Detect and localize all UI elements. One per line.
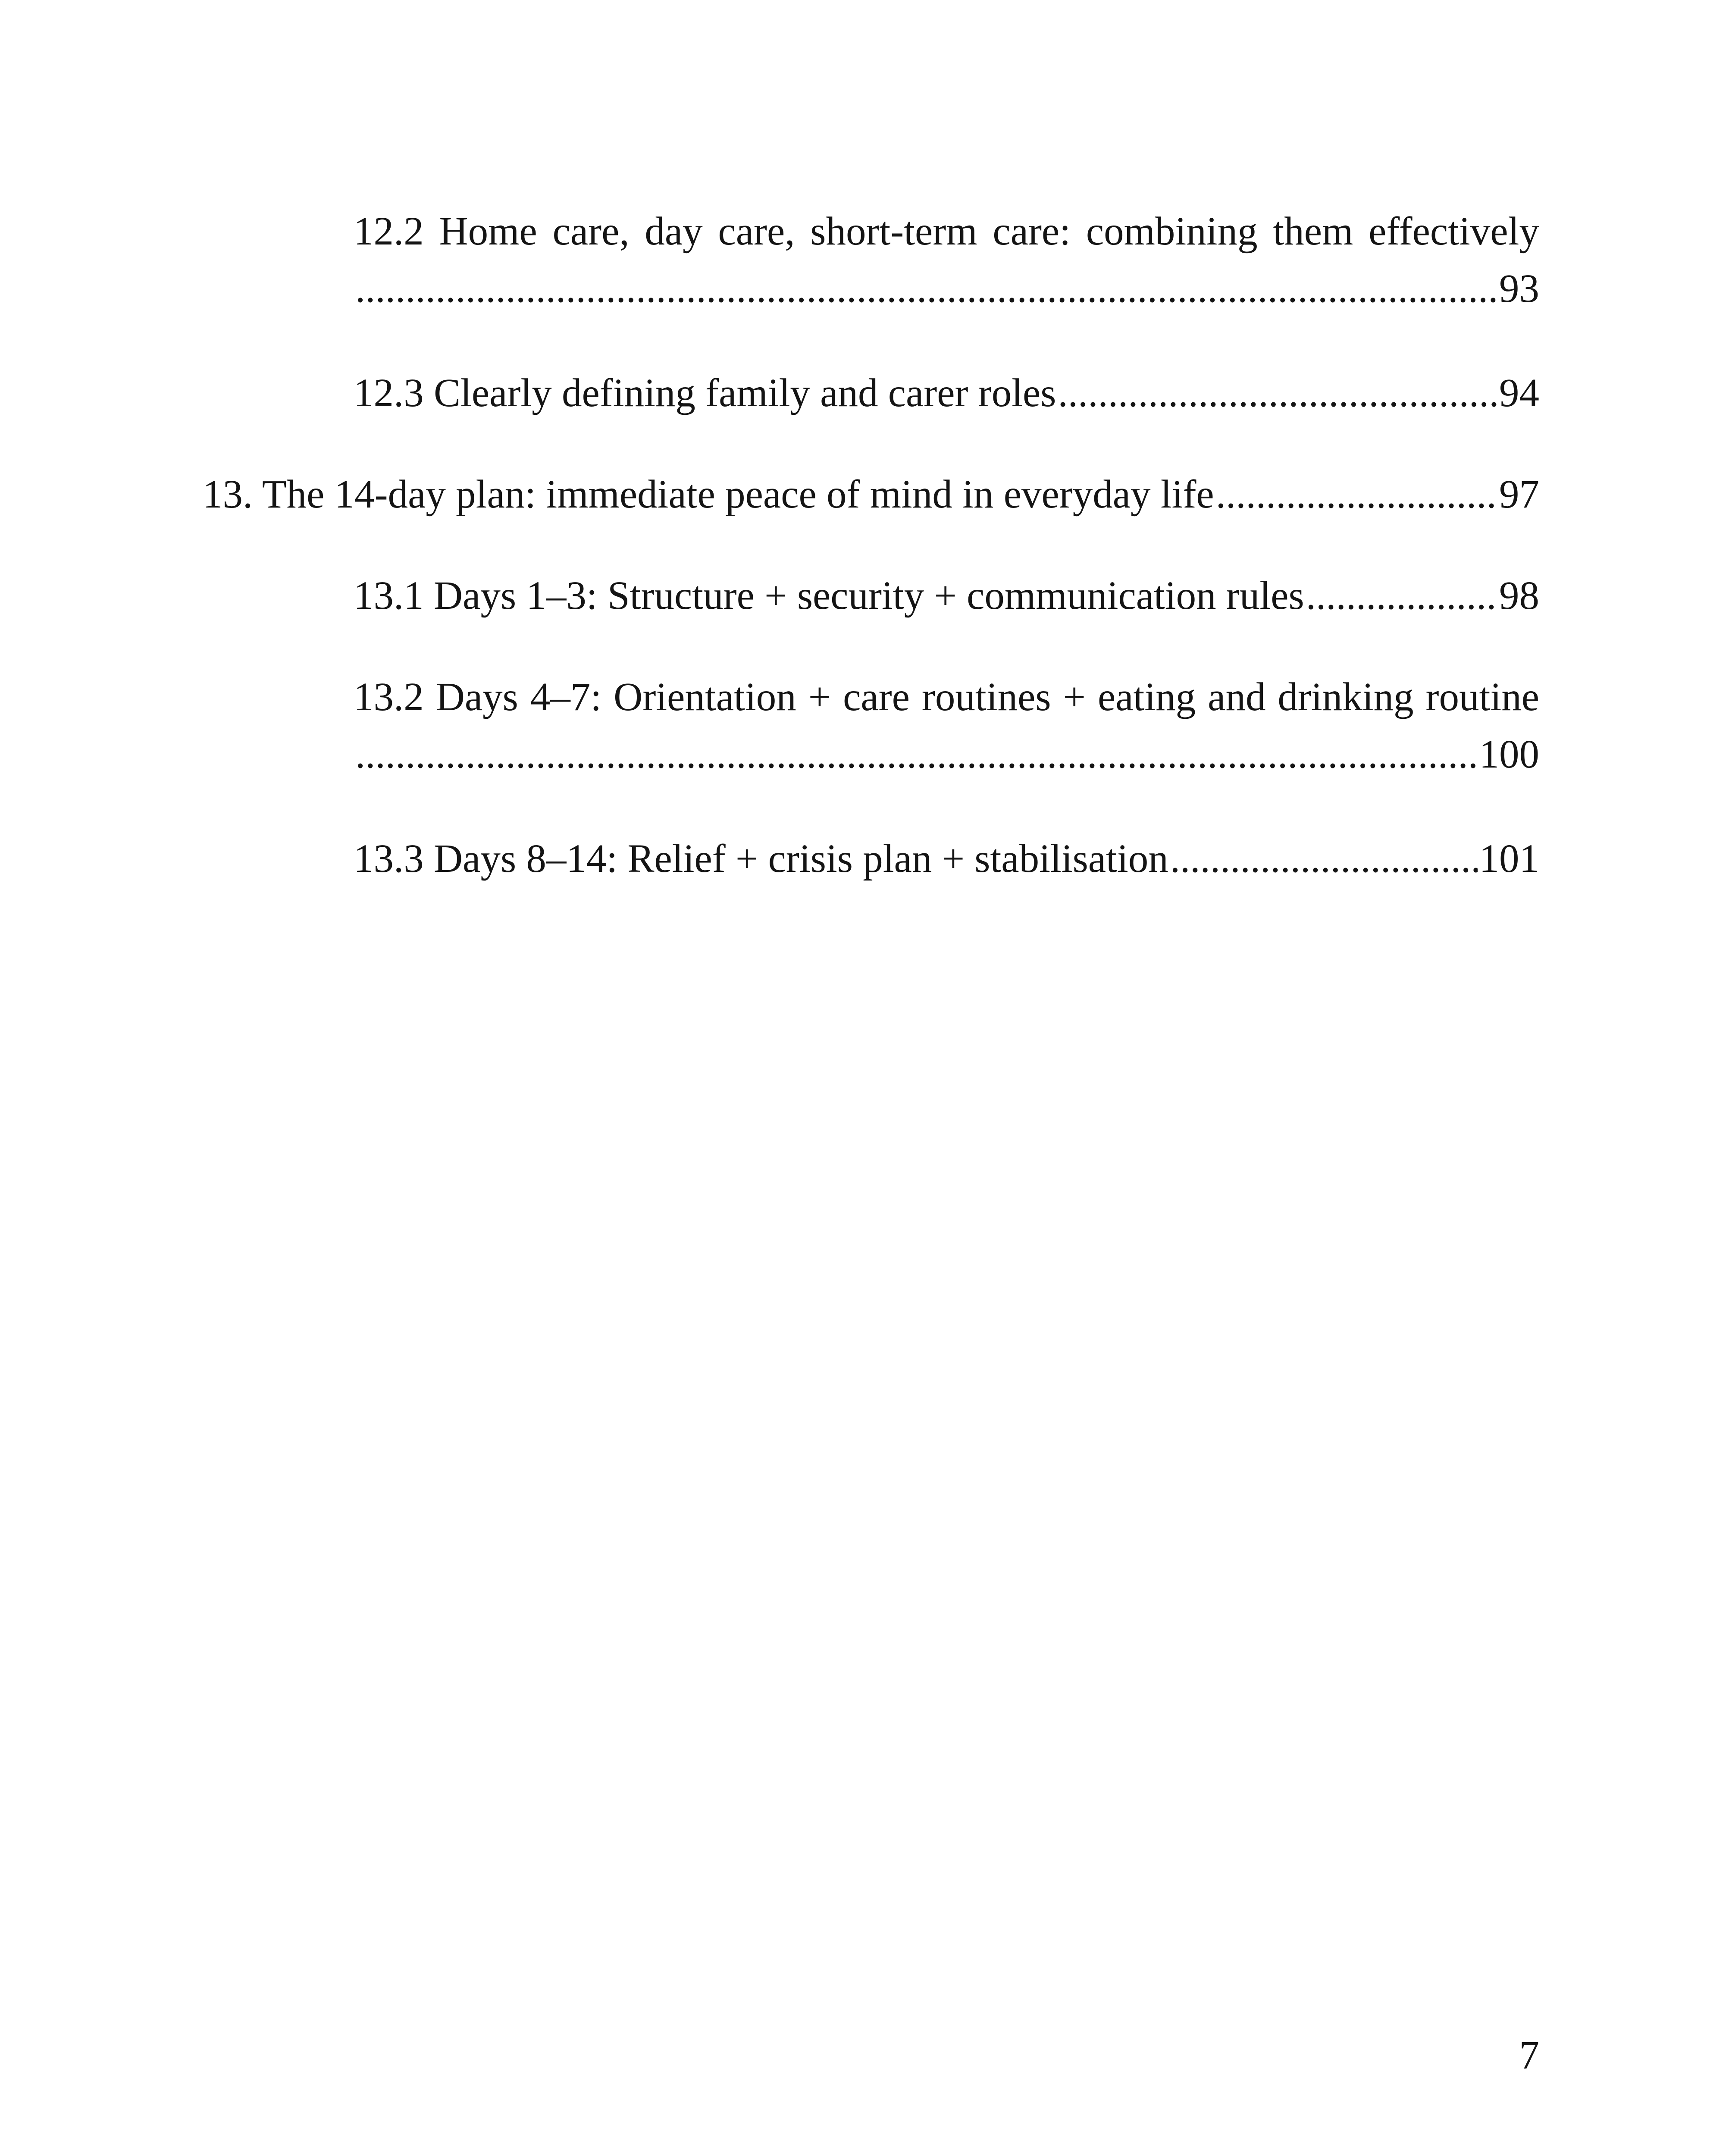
toc-entry-leader-row xyxy=(354,726,1539,783)
toc-page-number: 93 xyxy=(1499,266,1539,311)
toc-entry-13-2[interactable] xyxy=(354,668,1539,783)
dot-leader xyxy=(1306,567,1497,624)
toc-page-number: 97 xyxy=(1499,472,1539,517)
toc-entry-title: 13. The 14-day plan: immediate peace of mind in everyday life xyxy=(203,472,1214,517)
toc-entry-title: 12.3 Clearly defining family and carer roles xyxy=(354,371,1056,415)
toc-entry-title: 13.1 Days 1–3: Structure + security + communication rules xyxy=(354,573,1304,618)
toc-page-number: 101 xyxy=(1479,837,1539,881)
toc-page-number: 100 xyxy=(1479,732,1539,777)
toc-entry-title: 13.2 Days 4–7: Orientation + care routines + eating and drinking routine xyxy=(354,675,1539,719)
toc-entry-title: 12.2 Home care, day care, short-term care: combining them effectively xyxy=(354,209,1539,254)
dot-leader xyxy=(355,726,1478,783)
toc-entry-12-3[interactable] xyxy=(354,364,1539,422)
toc-entry-title: 13.3 Days 8–14: Relief + crisis plan + stabilisation xyxy=(354,837,1168,881)
toc-entry-13-3[interactable] xyxy=(354,830,1539,887)
dot-leader xyxy=(1216,466,1497,523)
dot-leader xyxy=(1170,830,1478,887)
toc-entry-leader-row xyxy=(354,260,1539,317)
dot-leader xyxy=(355,260,1497,317)
toc-entry-13-1[interactable] xyxy=(354,567,1539,624)
toc-entry-12-2[interactable] xyxy=(354,203,1539,317)
dot-leader xyxy=(1058,364,1498,422)
page-number: 7 xyxy=(1519,2033,1539,2078)
toc-page-number: 94 xyxy=(1499,371,1539,415)
toc-entry-13[interactable] xyxy=(203,466,1539,523)
toc-page-number: 98 xyxy=(1499,573,1539,618)
